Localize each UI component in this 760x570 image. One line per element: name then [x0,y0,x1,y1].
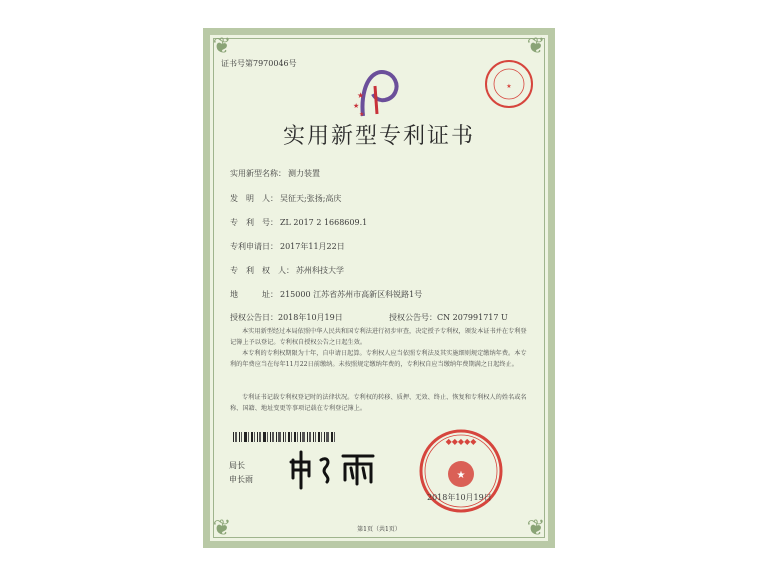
certificate-number: 证书号第7970046号 [221,59,297,68]
field-row [230,289,422,300]
corner-ornament-icon: ❦ [212,34,232,59]
barcode [233,432,337,442]
svg-text:★: ★ [357,91,365,100]
certificate-paragraph: 本专利的专利权期限为十年，自申请日起算。专利权人应当依照专利法及其实施细则规定缴纳年费。本专利的年费应当在每年11月22日前缴纳。未按照规定缴纳年费的，专利权自应当缴纳年费期满之日起终止。 [230,350,527,368]
certificate-paragraph: 本实用新型经过本局依照中华人民共和国专利法进行初步审查，决定授予专利权，颁发本证书并在专利登记簿上予以登记。专利权自授权公告之日起生效。 [230,328,527,346]
grant-date: 2018年10月19日 [278,313,343,322]
grant-number-row [389,312,508,323]
corner-ornament-icon: ❦ [526,34,546,59]
svg-text:◆◆◆◆◆: ◆◆◆◆◆ [445,437,477,446]
certificate-title: 实用新型专利证书 [282,124,475,149]
field-label: 实用新型名称： [230,169,286,178]
field-row [230,168,320,179]
field-value: 2017年11月22日 [280,242,345,251]
grant-date-label: 授权公告日： [230,313,278,322]
office-stamp-icon [483,58,535,110]
field-value: 测力装置 [288,169,320,178]
svg-text:★: ★ [456,470,466,481]
page-footer: 第1页（共1页） [357,526,401,533]
field-value: 苏州科技大学 [296,266,344,275]
field-label: 专 利 号： [230,218,278,227]
field-row [230,265,344,276]
seal-date: 2018年10月19日 [427,493,492,502]
field-row [230,217,367,228]
field-label: 专 利 权 人： [230,266,294,275]
svg-text:★: ★ [359,111,365,118]
svg-text:★: ★ [506,83,512,90]
field-row [230,241,345,252]
patent-certificate [203,28,555,548]
field-label: 发 明 人： [230,194,278,203]
director-title: 局长 [229,461,245,470]
grant-info-row [230,312,343,323]
director-signature-icon [287,448,379,490]
patent-office-logo-icon [349,68,405,120]
certificate-paragraph: 专利证书记载专利权登记时的法律状况。专利权的转移、质押、无效、终止、恢复和专利权人的姓名或名称、国籍、地址变更等事项记载在专利登记簿上。 [230,394,527,412]
field-label: 地 址： [230,290,278,299]
field-row [230,193,341,204]
field-value: 吴征天;张扬;高庆 [280,194,342,203]
field-label: 专利申请日： [230,242,278,251]
grant-number: CN 207991717 U [437,313,508,322]
grant-number-label: 授权公告号： [389,313,437,322]
corner-ornament-icon: ❦ [526,516,546,541]
director-name: 申长雨 [229,475,253,484]
field-value: ZL 2017 2 1668609.1 [280,218,368,227]
svg-text:★: ★ [353,102,360,110]
corner-ornament-icon: ❦ [212,516,232,541]
field-value: 215000 江苏省苏州市高新区科锐路1号 [280,290,423,299]
